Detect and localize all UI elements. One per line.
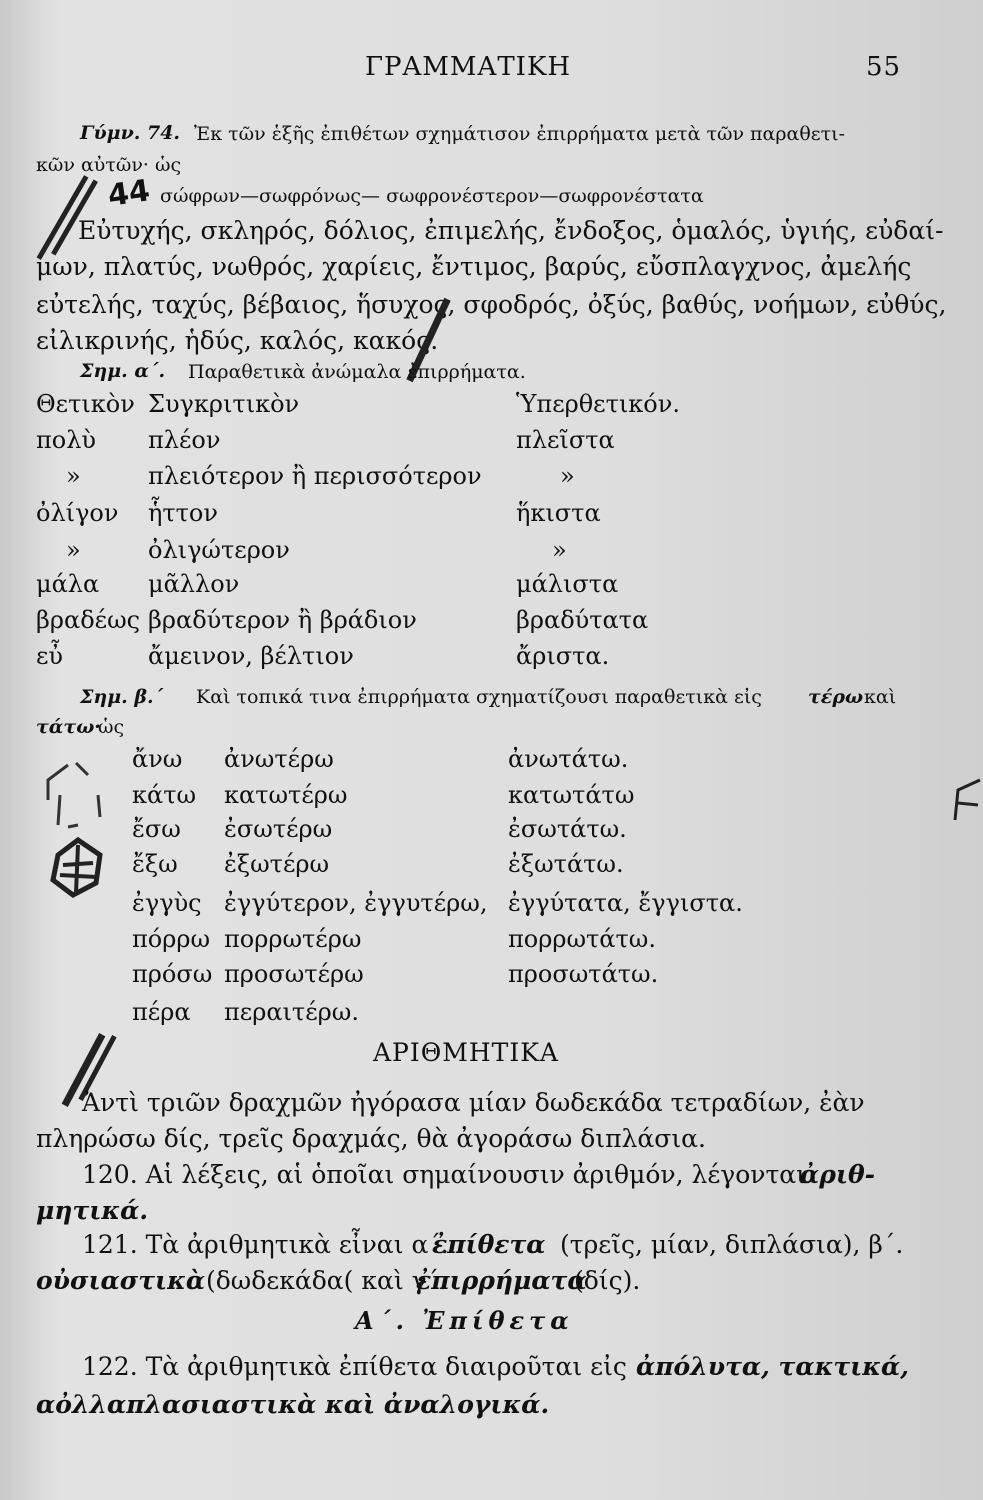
paragraph-121-term-3: ἐπιρρήματα — [416, 1266, 587, 1295]
col-header-superlative: Ὑπερθετικόν. — [516, 390, 680, 418]
paragraph-121-term-1: ἐπίθετα — [432, 1230, 546, 1259]
exercise-instruction-1: Ἐκ τῶν ἑξῆς ἐπιθέτων σχημάτισον ἐπιρρήματα μετὰ τῶν παραθετι- — [194, 123, 846, 145]
irregular-row-4-col-3: » — [552, 536, 567, 564]
irregular-row-7-col-2: ἄμεινον, βέλτιον — [148, 642, 354, 670]
irregular-row-3-col-3: ἥκιστα — [516, 499, 601, 527]
irregular-row-2-col-3: » — [560, 462, 575, 490]
intro-line-2: πληρώσω δίς, τρεῖς δραχμάς, θὰ ἀγοράσω διπλάσια. — [36, 1124, 706, 1153]
paragraph-122-text: 122. Τὰ ἀριθμητικὰ ἐπίθετα διαιροῦται εἰς — [82, 1352, 627, 1381]
local-row-5-col-3: ἐγγύτατα, ἔγγιστα. — [508, 889, 743, 917]
exercise-instruction-2: κῶν αὐτῶν· ὡς — [36, 154, 182, 176]
intro-line-1: Ἀντὶ τριῶν δραχμῶν ἠγόρασα μίαν δωδεκάδα τετραδίων, ἐὰν — [82, 1088, 865, 1117]
exercise-list-line-2: μων, πλατύς, νωθρός, χαρίεις, ἔντιμος, βαρύς, εὔσπλαγχνος, ἀμελής — [36, 252, 912, 281]
local-row-8-col-1: πέρα — [132, 998, 191, 1026]
page-number: 55 — [866, 52, 902, 82]
local-row-3-col-3: ἐσωτάτω. — [508, 815, 627, 843]
local-row-3-col-2: ἐσωτέρω — [224, 815, 333, 843]
irregular-row-6-col-2: βραδύτερον ἢ βράδιον — [148, 606, 417, 634]
paragraph-122-terms-b: αὀλλαπλασιαστικὰ καὶ ἀναλογικά. — [36, 1390, 550, 1419]
local-row-6-col-3: πορρωτάτω. — [508, 925, 656, 953]
note-b-text-1: Καὶ τοπικά τινα ἐπιρρήματα σχηματίζουσι παραθετικὰ εἰς — [196, 686, 762, 708]
local-row-8-col-2: περαιτέρω. — [224, 998, 359, 1026]
margin-tick — [950, 775, 983, 825]
section-title: ΑΡΙΘΜΗΤΙΚΑ — [373, 1038, 559, 1067]
note-b-label: Σημ. β.΄ — [80, 686, 164, 708]
note-a-text: Παραθετικὰ ἀνώμαλα ἐπιρρήματα. — [188, 361, 526, 383]
local-row-3-col-1: ἔσω — [132, 815, 181, 843]
irregular-row-5-col-2: μᾶλλον — [148, 570, 240, 598]
page-title: ΓΡΑΜΜΑΤΙΚΗ — [365, 52, 572, 82]
handwritten-mark: 44 — [105, 173, 152, 214]
paragraph-122-terms-a: ἀπόλυτα, τακτικά, — [636, 1352, 909, 1381]
irregular-row-3-col-1: ὀλίγον — [36, 499, 119, 527]
local-row-2-col-2: κατωτέρω — [224, 781, 348, 809]
paragraph-121-text-g: (δίς). — [574, 1266, 641, 1295]
local-row-1-col-3: ἀνωτάτω. — [508, 745, 629, 773]
local-row-5-col-2: ἐγγύτερον, ἐγγυτέρω, — [224, 889, 488, 917]
irregular-row-4-col-2: ὀλιγώτερον — [148, 536, 290, 564]
paragraph-121-text-c: (τρεῖς, μίαν, διπλάσια), β΄. — [560, 1230, 904, 1259]
exercise-list-line-3: εὐτελής, ταχύς, βέβαιος, ἥσυχος, σφοδρός, ὀξύς, βαθύς, νοήμων, εὐθύς, — [36, 290, 947, 319]
local-row-4-col-3: ἐξωτάτω. — [508, 850, 624, 878]
note-b-line2-bold: τάτω· — [36, 716, 101, 738]
paragraph-121-text-a: 121. Τὰ ἀριθμητικὰ εἶναι α΄. — [82, 1230, 449, 1259]
irregular-row-6-col-3: βραδύτατα — [516, 606, 649, 634]
irregular-row-7-col-3: ἄριστα. — [516, 642, 610, 670]
local-row-2-col-3: κατωτάτω — [508, 781, 635, 809]
irregular-row-4-col-1: » — [66, 536, 81, 564]
irregular-row-1-col-1: πολὺ — [36, 426, 97, 454]
irregular-row-7-col-1: εὖ — [36, 642, 64, 670]
irregular-row-5-col-1: μάλα — [36, 570, 100, 598]
irregular-row-2-col-2: πλειότερον ἢ περισσότερον — [148, 462, 482, 490]
local-row-1-col-2: ἀνωτέρω — [224, 745, 334, 773]
local-row-7-col-1: πρόσω — [132, 960, 213, 988]
exercise-label: Γύμν. 74. — [80, 122, 181, 144]
irregular-row-1-col-3: πλεῖστα — [516, 426, 615, 454]
paragraph-121-text-e: (δωδεκάδα( καὶ γ΄. — [206, 1266, 447, 1295]
local-row-4-col-2: ἐξωτέρω — [224, 850, 330, 878]
exercise-example: σώφρων—σωφρόνως— σωφρονέστερον—σωφρονέστατα — [160, 185, 704, 207]
note-b-line2-rest: ὡς — [98, 716, 125, 738]
paragraph-120-term-a: ἀριθ- — [800, 1160, 876, 1189]
note-b-text-2: καὶ — [864, 686, 897, 708]
local-row-5-col-1: ἐγγὺς — [132, 889, 202, 917]
irregular-row-1-col-2: πλέον — [148, 426, 221, 454]
note-b-text-bold: τέρω — [808, 686, 864, 708]
local-row-7-col-3: προσωτάτω. — [508, 960, 659, 988]
note-a-label: Σημ. α΄. — [80, 360, 166, 382]
paragraph-120-term-b: μητικά. — [36, 1196, 149, 1225]
irregular-row-2-col-1: » — [66, 462, 81, 490]
margin-doodle — [38, 755, 118, 915]
local-row-4-col-1: ἔξω — [132, 850, 178, 878]
irregular-row-3-col-2: ἧττον — [148, 499, 218, 527]
exercise-list-line-4: εἰλικρινής, ἡδύς, καλός, κακός. — [36, 326, 439, 355]
paragraph-121-term-2: οὐσιαστικὰ — [36, 1266, 206, 1295]
local-row-7-col-2: προσωτέρω — [224, 960, 364, 988]
paragraph-120-text: 120. Αἱ λέξεις, αἱ ὁποῖαι σημαίνουσιν ἀριθμόν, λέγονται — [82, 1160, 806, 1189]
local-row-6-col-1: πόρρω — [132, 925, 211, 953]
subheading-adjectives: Α΄. Ἐπίθετα — [355, 1306, 574, 1335]
irregular-row-5-col-3: μάλιστα — [516, 570, 619, 598]
local-row-6-col-2: πορρωτέρω — [224, 925, 362, 953]
col-header-comparative: Συγκριτικὸν — [148, 390, 300, 418]
exercise-list-line-1: Εὐτυχής, σκληρός, δόλιος, ἐπιμελής, ἔνδοξος, ὁμαλός, ὑγιής, εὐδαί- — [78, 216, 944, 245]
local-row-1-col-1: ἄνω — [132, 745, 183, 773]
col-header-positive: Θετικὸν — [36, 390, 135, 418]
irregular-row-6-col-1: βραδέως — [36, 606, 141, 634]
local-row-2-col-1: κάτω — [132, 781, 197, 809]
